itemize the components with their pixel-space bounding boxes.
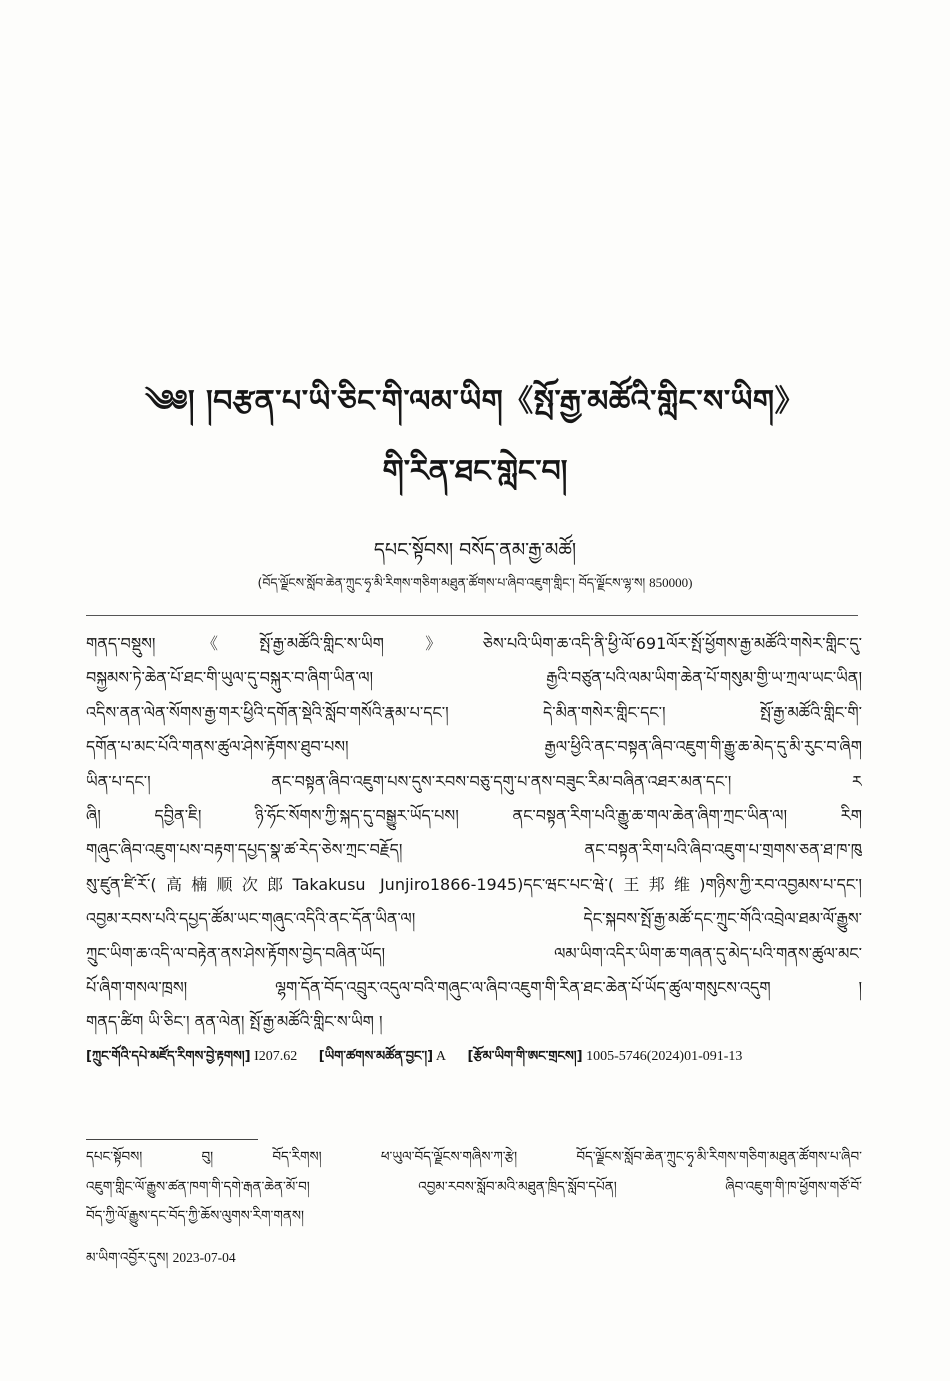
clc-value: I207.62: [254, 1048, 298, 1064]
doc-code-value: A: [435, 1048, 446, 1064]
keywords-line: གནད་ཚིག ཡི་ཅིང་། ནན་ལེན། སྤོ་རྒྱ་མཚོའི་གླིང་ས་ཡིག །: [86, 1012, 383, 1032]
title-line-2: གི་རིན་ཐང་གླེང་བ།: [382, 454, 568, 489]
affiliation-postcode: 850000): [649, 575, 693, 590]
abstract: [86, 627, 862, 1074]
abstract-line: གཞུང་ཞིབ་འཇུག་པས་བརྟག་དཔྱད་སྣ་ཚ་རེད་ཅེས་ཀྲང་བརྗོད། ནང་བསྟན་རིག་པའི་ཞིབ་འཇུག་པ་གྲགས་ཅན་ཐ་ཁ་ཁུ: [86, 840, 862, 860]
abstract-line: སུ་ཛུན་ཛི་རོ་(高楠顺次郎Takakusu Junjiro1866-1945)དང་ཝང་པང་ཝེ་(王邦维)གཉིས་ཀྱི་རབ་འབྱམས་པ་དང་།: [86, 874, 862, 894]
abstract-line: དགོན་པ་མང་པོའི་གནས་ཚུལ་ཤེས་རྟོགས་ཐུབ་པས། རྒྱལ་ཕྱིའི་ནང་བསྟན་ཞིབ་འཇུག་གི་རྒྱུ་ཆ་མེད་དུ་མི་རུང་བ་ཞིག: [86, 737, 862, 757]
top-rule: [86, 615, 858, 616]
classification-line: [86, 1040, 862, 1074]
author-footnote: [86, 1143, 862, 1232]
abstract-line: ཞི། དབྱིན་ཇི། ཉི་ཧོང་སོགས་ཀྱི་སྐད་དུ་བསྒྱུར་ཡོད་པས། ནང་བསྟན་རིག་པའི་རྒྱུ་ཆ་གལ་ཆེན་ཞིག་ཀྲང་ཡིན་ལ། རིག: [86, 805, 862, 825]
footnote-line: བོད་ཀྱི་ལོ་རྒྱུས་དང་བོད་ཀྱི་ཆོས་ལུགས་རིག་གནས།: [86, 1208, 304, 1224]
article-id-label: [རྩོམ་ཡིག་གི་ཨང་གྲངས།]: [467, 1048, 583, 1064]
affiliation: [0, 569, 950, 604]
abstract-line: འབྱམ་རབས་པའི་དཔྱད་ཚོམ་ཡང་གཞུང་འདིའི་ནང་དོན་ཡིན་ལ། དེང་སྐབས་སྤོ་རྒྱ་མཚོ་དང་ཀྲུང་གོའི་འབྲེལ་ཐམ་ལོ་རྒྱུས་: [86, 909, 862, 929]
received-date-label: མ་ཡིག་འབྱོར་དུས།: [86, 1250, 169, 1266]
footnote-line: དཔང་སྟོབས། བུ། བོད་རིགས། ཕ་ཡུལ་བོད་ལྗོངས་གཞིས་ཀ་རྩེ། བོད་ལྗོངས་སློབ་ཆེན་ཀྲུང་ཧྭ་མི་རིགས་གཅིག་མཐུན་ཚོགས་པ་ཞིབ་: [86, 1149, 862, 1165]
received-date: [86, 1243, 236, 1281]
title-line-1: ༄༅། །བརྩན་པ་ཡི་ཅིང་གི་ལམ་ཡིག《སྤོ་རྒྱ་མཚོའི་གླིང་ས་ཡིག》: [144, 384, 806, 419]
footnote-rule: [86, 1139, 258, 1140]
affiliation-text: (བོད་ལྗོངས་སློབ་ཆེན་ཀྲུང་ཧྭ་མི་རིགས་གཅིག་མཐུན་ཚོགས་པ་ཞིབ་འཇུག་གླིང་། བོད་ལྗོངས་ལྷ་ས།: [257, 575, 646, 590]
abstract-line: ཀྲུང་ཡིག་ཆ་འདི་ལ་བརྟེན་ནས་ཤེས་རྟོགས་བྱེད་བཞིན་ཡོད། ལམ་ཡིག་འདིར་ཡིག་ཆ་གཞན་དུ་མེད་པའི་གནས་ཚུལ་མང་: [86, 943, 862, 963]
footnote-line: འཇུག་གླིང་ལོ་རྒྱུས་ཚན་ཁག་གི་དགེ་རྒན་ཆེན་མོ་བ། འབྱམ་རབས་སློབ་མའི་མཐུན་ཁྲིད་སློབ་དཔོན། ཞིབ་འཇུག་གི་ཁ་ཕྱོགས་གཙོ་བོ་: [86, 1178, 862, 1195]
abstract-line: འདིས་ནན་ལེན་སོགས་རྒྱ་གར་ཕྱིའི་དགོན་སྡེའི་སློབ་གསོའི་རྣམ་པ་དང་། དེ་མིན་གསེར་གླིང་དང་། སྤོ་རྒྱ་མཚོའི་གླིང་གི་: [86, 702, 862, 722]
received-date-value: 2023-07-04: [172, 1250, 236, 1265]
author-names: དཔང་སྟོབས། བསོད་ནམ་རྒྱ་མཚོ།: [373, 539, 577, 561]
abstract-line: བསྐྱམས་ཏེ་ཆེན་པོ་ཐང་གི་ཡུལ་དུ་བསྐུར་བ་ཞིག་ཡིན་ལ། རྒྱའི་བཙུན་པའི་ལམ་ཡིག་ཆེན་པོ་གསུམ་གྱི་ཡ་ཀྲལ་ཡང་ཡིན།: [86, 668, 862, 688]
doc-code-label: [ཡིག་ཚགས་མཚོན་བྱང་།]: [318, 1048, 434, 1064]
article-id-value: 1005-5746(2024)01-091-13: [586, 1048, 743, 1064]
abstract-line: པོ་ཞིག་གསལ་ཁྲས། ལྷག་དོན་བོད་འབྲུར་འདུལ་བའི་གཞུང་ལ་ཞིབ་འཇུག་གི་རིན་ཐང་ཆེན་པོ་ཡོད་ཚུལ་གསུངས་འདུག །: [86, 977, 862, 997]
abstract-line: ཡིན་པ་དང་། ནང་བསྟན་ཞིབ་འཇུག་པས་དུས་རབས་བཅུ་དགུ་པ་ནས་བཟུང་རིམ་བཞིན་འཐར་མན་དང་། ར: [86, 771, 862, 791]
clc-label: [ཀྲུང་གོའི་དཔེ་མཛོད་རིགས་བྱེ་རྟགས།]: [86, 1048, 251, 1064]
abstract-line: གནད་བསྡུས། 《སྤོ་རྒྱ་མཚོའི་གླིང་ས་ཡིག》ཅེས་པའི་ཡིག་ཆ་འདི་ནི་ཕྱི་ལོ་691ལོར་སྤོ་ཕྱོགས་རྒྱ་མཚོའི་གསེར་གླིང་དུ་: [86, 634, 862, 653]
